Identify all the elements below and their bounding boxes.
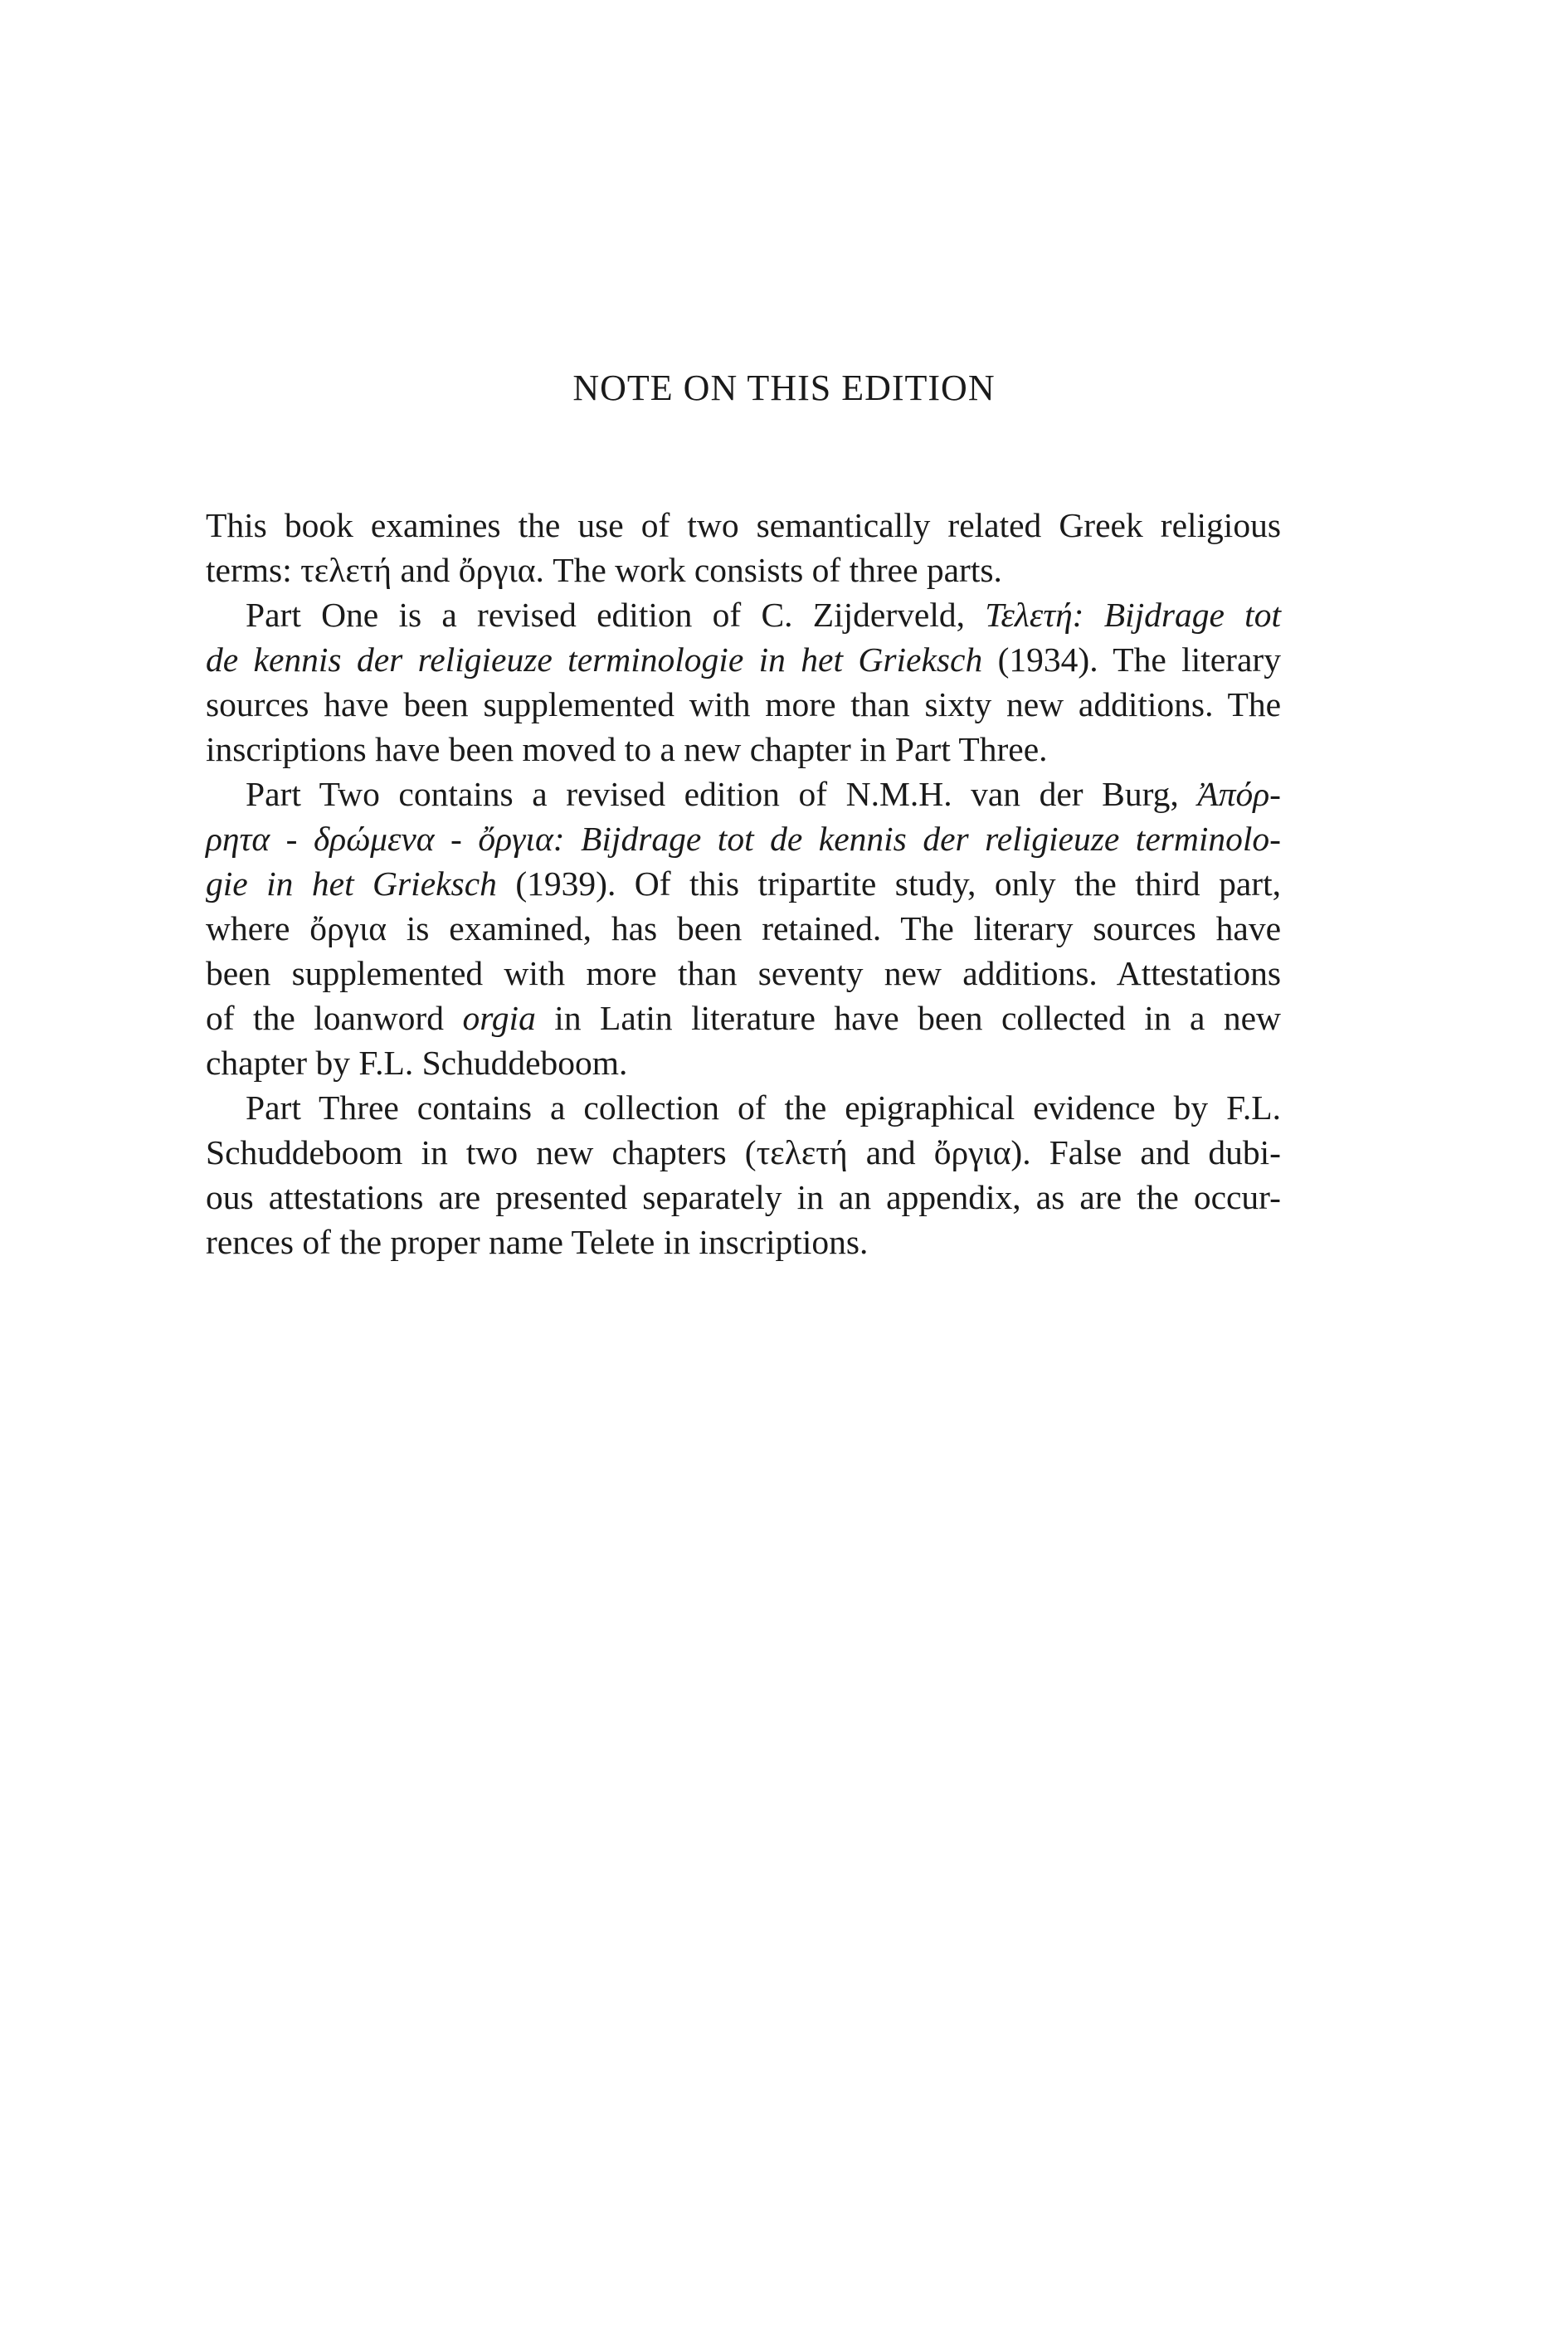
text-segment: (1934). The literary	[982, 640, 1281, 679]
text-line	[206, 1175, 1281, 1220]
text-line	[206, 548, 1281, 592]
text-segment: of the loanword	[206, 999, 463, 1037]
text-line	[206, 682, 1281, 727]
page-title: NOTE ON THIS EDITION	[572, 368, 996, 408]
text-line	[206, 951, 1281, 996]
body-text	[206, 503, 1281, 1264]
text-segment: ous attestations are presented separately in an appendix, as are the occur-	[206, 1178, 1281, 1216]
text-line	[206, 637, 1281, 682]
text-line	[206, 592, 1281, 637]
text-line	[206, 1040, 1281, 1085]
text-segment: (1939). Of this tripartite study, only the third part,	[496, 864, 1281, 903]
text-line	[206, 816, 1281, 861]
paragraph	[206, 772, 1281, 1085]
text-segment: in Latin literature have been collected in a new	[535, 999, 1281, 1037]
text-segment: Part Two contains a revised edition of N.M.H. van der Burg,	[246, 775, 1198, 813]
text-line	[206, 503, 1281, 548]
paragraph	[206, 592, 1281, 772]
paragraph	[206, 503, 1281, 592]
italic-text: ρητα - δρώμενα - ὄργια: Bijdrage tot de kennis der religieuze terminolo-	[206, 820, 1281, 858]
text-line	[206, 906, 1281, 951]
text-line	[206, 1130, 1281, 1175]
text-segment: Schuddeboom in two new chapters (τελετή and ὄργια). False and dubi-	[206, 1133, 1281, 1171]
italic-text: de kennis der religieuze terminologie in het Grieksch	[206, 640, 983, 679]
text-segment: chapter by F.L. Schuddeboom.	[206, 1044, 628, 1082]
text-segment: rences of the proper name Telete in inscriptions.	[206, 1223, 869, 1261]
text-line	[206, 772, 1281, 816]
italic-text: Ἀπόρ-	[1197, 775, 1281, 813]
paragraph	[206, 1085, 1281, 1264]
text-segment: inscriptions have been moved to a new chapter in Part Three.	[206, 730, 1048, 768]
text-segment: terms: τελετή and ὄργια. The work consists of three parts.	[206, 551, 1002, 589]
text-segment: Part One is a revised edition of C. Zijderveld,	[246, 596, 986, 634]
text-line	[206, 996, 1281, 1040]
text-segment: Part Three contains a collection of the epigraphical evidence by F.L.	[246, 1088, 1281, 1127]
text-segment: This book examines the use of two semantically related Greek religious	[206, 506, 1281, 544]
text-line	[206, 861, 1281, 906]
text-segment: been supplemented with more than seventy new additions. Attestations	[206, 954, 1281, 992]
italic-text: orgia	[462, 999, 536, 1037]
italic-text: gie in het Grieksch	[206, 864, 497, 903]
text-segment: sources have been supplemented with more than sixty new additions. The	[206, 685, 1281, 723]
text-line	[206, 1085, 1281, 1130]
text-line	[206, 727, 1281, 772]
italic-text: Τελετή: Bijdrage tot	[985, 596, 1281, 634]
text-line	[206, 1220, 1281, 1264]
text-segment: where ὄργια is examined, has been retained. The literary sources have	[206, 909, 1281, 947]
